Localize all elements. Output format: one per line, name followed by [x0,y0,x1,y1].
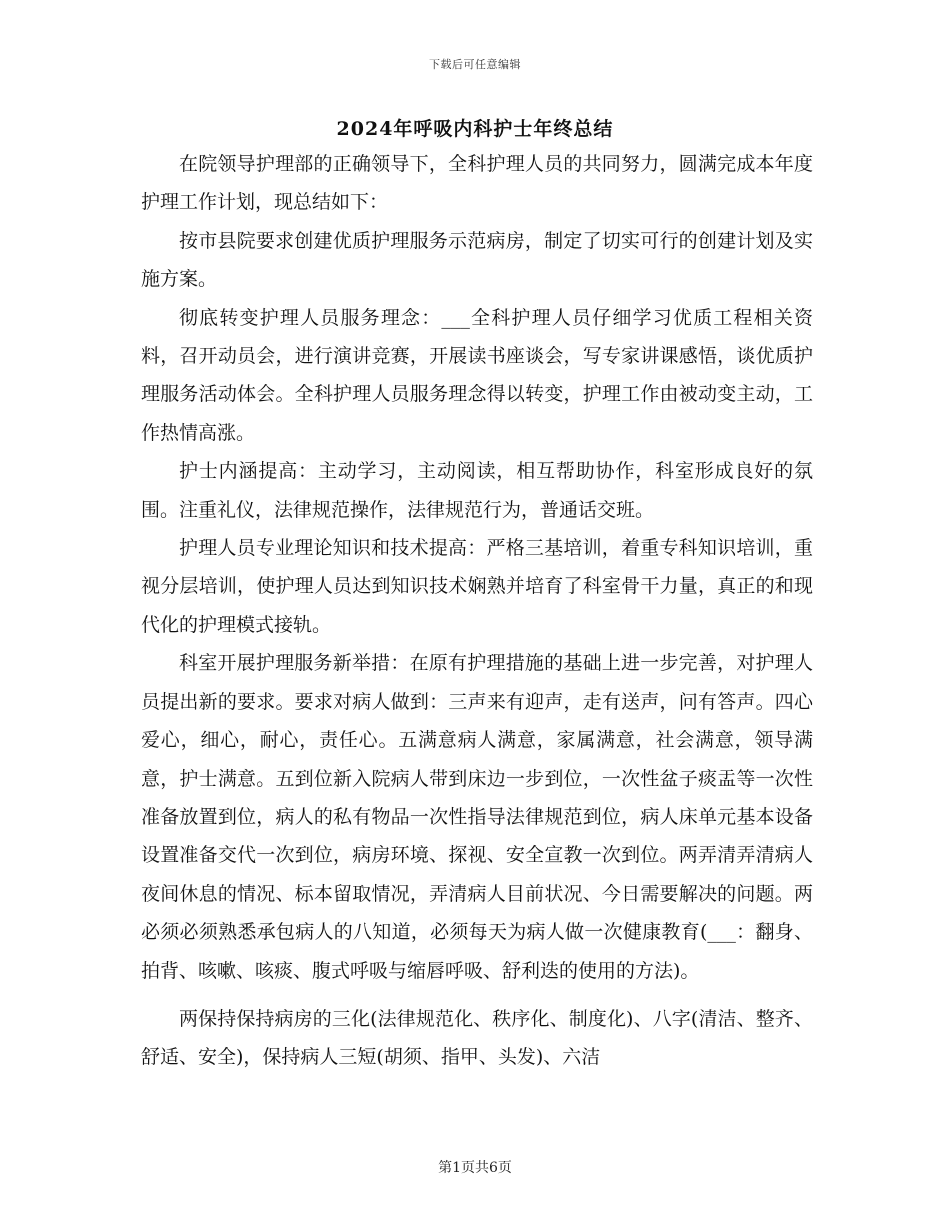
paragraph: 护理人员专业理论知识和技术提高：严格三基培训，着重专科知识培训，重视分层培训，使护理人员达到知识技术娴熟并培育了科室骨干力量，真正的和现代化的护理模式接轨。 [141,537,813,636]
paragraph: 科室开展护理服务新举措：在原有护理措施的基础上进一步完善，对护理人员提出新的要求。要求对病人做到：三声来有迎声，走有送声，问有答声。四心爱心，细心，耐心，责任心。五满意病人满意，家属满意，社会满意，领导满意，护士满意。五到位新入院病人带到床边一步到位，一次性盆子痰盂等一次性准备放置到位，病人的私有物品一次性指导法律规范到位，病人床单元基本设备设置准备交代一次到位，病房环境、探视、安全宣教一次到位。两弄清弄清病人夜间休息的情况、标本留取情况，弄清病人目前状况、今日需要解决的问题。两必须必须熟悉承包病人的八知道，必须每天为病人做一次健康教育(___：翻身、拍背、咳嗽、咳痰、腹式呼吸与缩唇呼吸、舒利迭的使用的方法)。 [141,652,813,982]
document-body [141,145,813,1077]
page-indicator: 第1页共6页 [438,1160,512,1176]
document-title: 2024年呼吸内科护士年终总结 [336,118,614,140]
paragraph: 两保持保持病房的三化(法律规范化、秩序化、制度化)、八字(清洁、整齐、舒适、安全)，保持病人三短(胡须、指甲、头发)、六洁 [141,1007,813,1069]
paragraph: 护士内涵提高：主动学习，主动阅读，相互帮助协作，科室形成良好的氛围。注重礼仪，法律规范操作，法律规范行为，普通话交班。 [141,460,813,521]
paragraph: 在院领导护理部的正确领导下，全科护理人员的共同努力，圆满完成本年度护理工作计划，现总结如下： [141,153,813,214]
paragraph: 彻底转变护理人员服务理念：___全科护理人员仔细学习优质工程相关资料，召开动员会，进行演讲竞赛，开展读书座谈会，写专家讲课感悟，谈优质护理服务活动体会。全科护理人员服务理念得以转变，护理工作由被动变主动，工作热情高涨。 [141,306,813,444]
header-note: 下载后可任意编辑 [429,58,521,71]
paragraph: 按市县院要求创建优质护理服务示范病房，制定了切实可行的创建计划及实施方案。 [141,229,813,291]
